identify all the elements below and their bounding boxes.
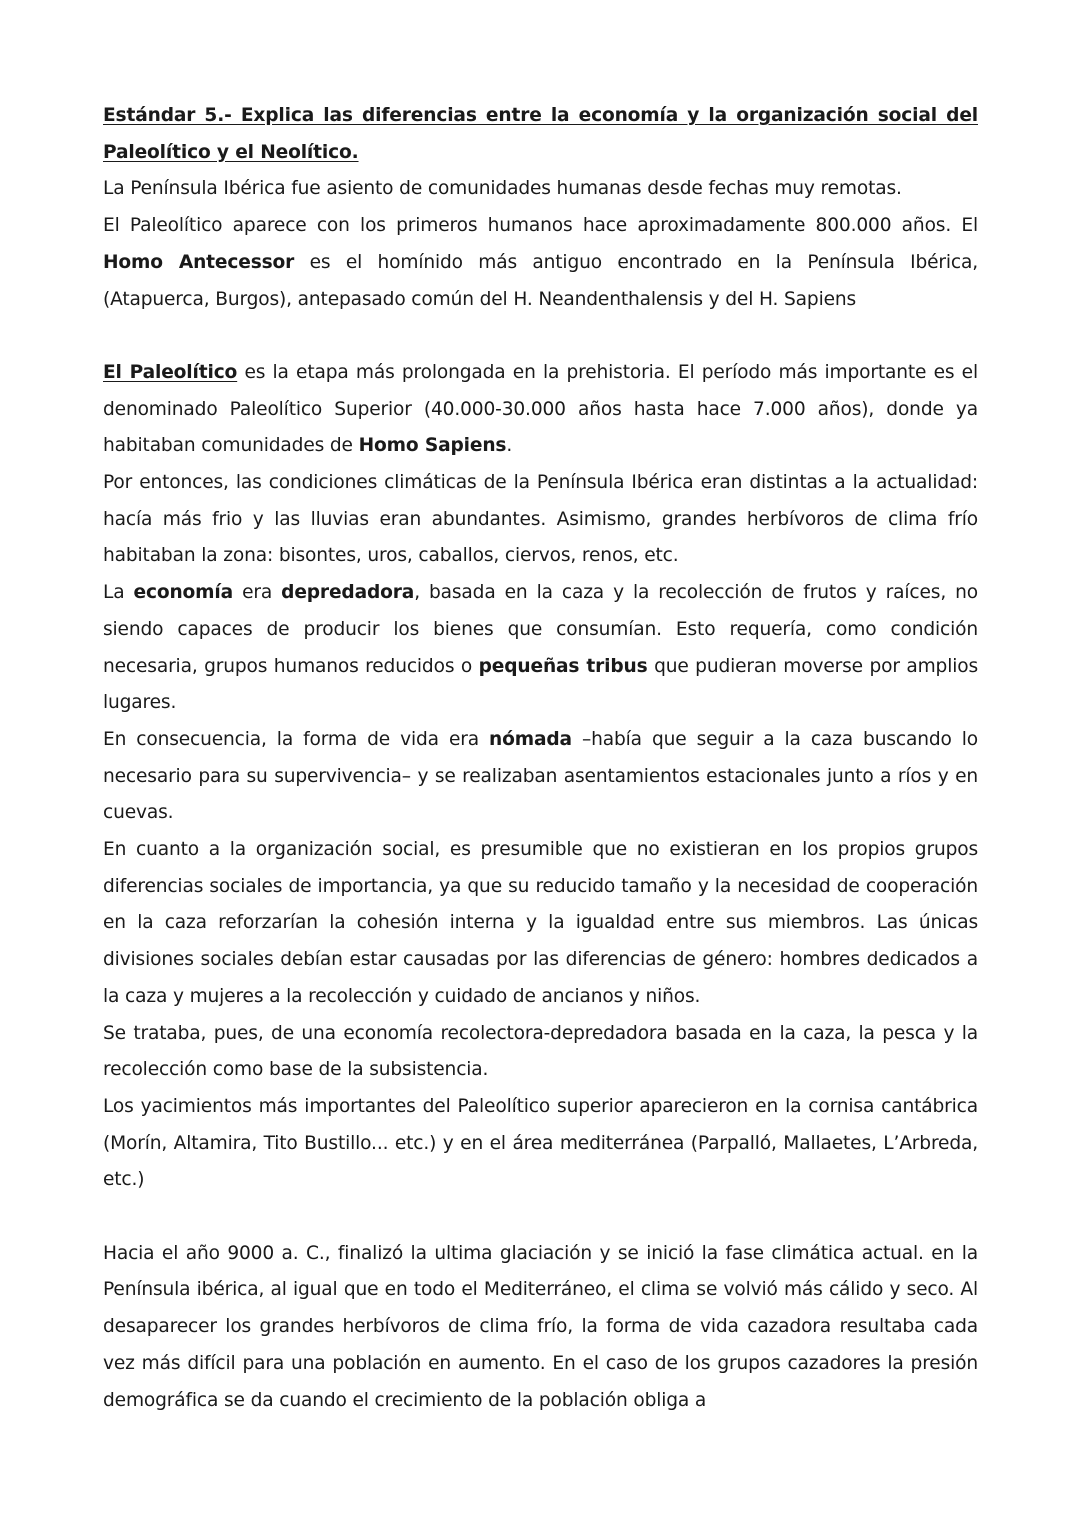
paragraph-antecessor bbox=[103, 208, 978, 318]
document-page bbox=[103, 98, 978, 1419]
text: que pudieran moverse por amplios lugares. bbox=[103, 655, 978, 714]
paragraph-glaciacion: Hacia el año 9000 a. C., finalizó la ultima glaciación y se inició la fase climática actual. en la Península ibérica, al igual que en todo el Mediterráneo, el clima se volvió más cálido y seco. Al desaparecer los grandes herbívoros de clima frío, la forma de vida cazadora resultaba cada vez más difícil para una población en aumento. En el caso de los grupos cazadores la presión demográfica se da cuando el crecimiento de la población obliga a bbox=[103, 1242, 978, 1411]
blank-line bbox=[103, 318, 978, 355]
text: –había que seguir a la caza buscando lo necesario para su supervivencia– y se realizaban asentamientos estacionales junto a ríos y en cuevas. bbox=[103, 728, 978, 824]
bold-term: nómada bbox=[489, 728, 572, 750]
bold-term: Homo Sapiens bbox=[358, 435, 507, 457]
bold-term: Homo Antecessor bbox=[103, 251, 295, 273]
text: , basada en la caza y la recolección de frutos y raíces, no siendo capaces de producir los bienes que consumían. Esto requería, como condición necesaria, grupos humanos reducidos o bbox=[103, 582, 978, 677]
bold-term: pequeñas tribus bbox=[478, 655, 648, 677]
text: era bbox=[242, 582, 273, 604]
paragraph-economia bbox=[103, 575, 978, 722]
paragraph-organizacion-social: En cuanto a la organización social, es presumible que no existieran en los propios grupos diferencias sociales de importancia, ya que su reducido tamaño y la necesidad de cooperación en la caza reforzarían la cohesión interna y la igualdad entre sus miembros. Las únicas divisiones sociales debían estar causadas por las diferencias de género: hombres dedicados a la caza y mujeres a la recolección y cuidado de ancianos y niños. bbox=[103, 839, 978, 1007]
page-heading: Estándar 5.- Explica las diferencias entre la economía y la organización social del Paleolítico y el Neolítico. bbox=[103, 105, 978, 163]
text: es el homínido más antiguo encontrado en la Península Ibérica, (Atapuerca, Burgos), antepasado común del H. Neandenthalensis y del H. Sapiens bbox=[103, 251, 979, 310]
bold-term: economía bbox=[133, 582, 234, 604]
text: es la etapa más prolongada en la prehistoria. El período más importante es el denominado Paleolítico Superior (40.000-30.000 años hasta hace 7.000 años), donde ya habitaban comunidades de bbox=[103, 361, 978, 457]
paragraph-intro: La Península Ibérica fue asiento de comunidades humanas desde fechas muy remotas. bbox=[103, 178, 902, 200]
paragraph-paleolitico bbox=[103, 355, 978, 465]
text: . bbox=[506, 435, 513, 457]
bold-term: depredadora bbox=[281, 582, 415, 604]
paragraph-economia-recolectora: Se trataba, pues, de una economía recolectora-depredadora basada en la caza, la pesca y la recolección como base de la subsistencia. bbox=[103, 1022, 978, 1081]
paragraph-nomada bbox=[103, 722, 978, 832]
text: En consecuencia, la forma de vida era bbox=[103, 728, 479, 750]
text: La bbox=[103, 582, 125, 604]
section-term: El Paleolítico bbox=[103, 361, 238, 383]
paragraph-yacimientos: Los yacimientos más importantes del Paleolítico superior aparecieron en la cornisa cantábrica (Morín, Altamira, Tito Bustillo... etc.) y en el área mediterránea (Parpalló, Mallaetes, L’Arbreda, etc.) bbox=[103, 1095, 978, 1191]
blank-line bbox=[103, 1199, 978, 1236]
text: El Paleolítico aparece con los primeros humanos hace aproximadamente 800.000 años. El bbox=[103, 215, 978, 237]
paragraph-clima: Por entonces, las condiciones climáticas de la Península Ibérica eran distintas a la actualidad: hacía más frio y las lluvias eran abundantes. Asimismo, grandes herbívoros de clima frío habitaban la zona: bisontes, uros, caballos, ciervos, renos, etc. bbox=[103, 472, 978, 567]
